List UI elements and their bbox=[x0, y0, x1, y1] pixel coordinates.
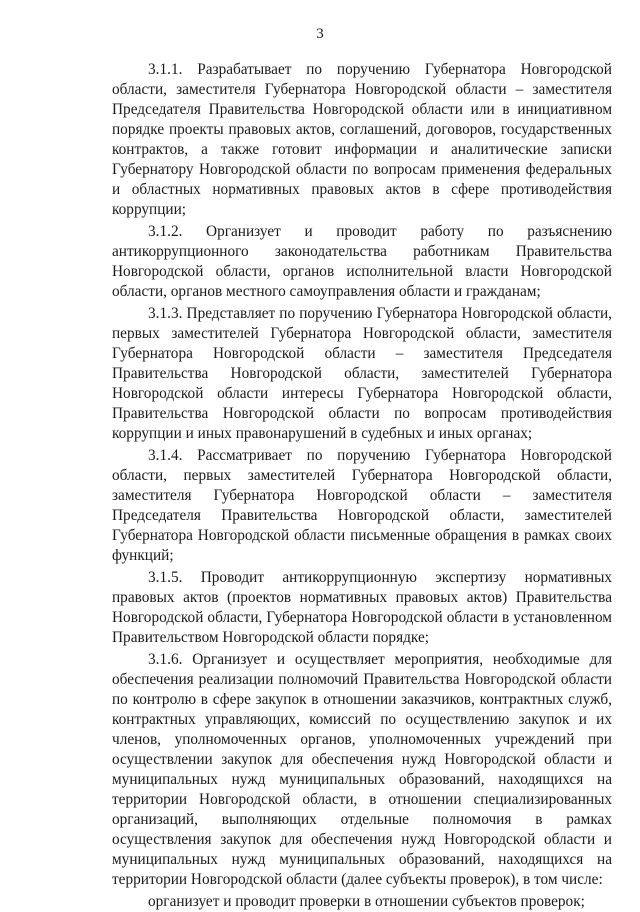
paragraph-3-1-4: 3.1.4. Рассматривает по поручению Губернатора Новгородской области, первых заместителей Губернатора Новгородской области, заместителя Губернатора Новгородской области – заместителя Председателя Правительства Новгородской области, заместителей Губернатора Новгородской области письменные обращения в рамках своих функций; bbox=[112, 447, 612, 564]
paragraph-3-1-3: 3.1.3. Представляет по поручению Губернатора Новгородской области, первых заместителей Губернатора Новгородской области, заместителя Губернатора Новгородской области – заместителя Председателя Правительства Новгородской области, заместителей Губернатора Новгородской области интересы Губернатора Новгородской области, Правительства Новгородской области по вопросам противодействия коррупции и иных правонарушений в судебных и иных органах; bbox=[112, 305, 612, 442]
sub-item-inspections: организует и проводит проверки в отношении субъектов проверок; bbox=[148, 893, 585, 910]
paragraph-3-1-2: 3.1.2. Организует и проводит работу по разъяснению антикоррупционного законодательства работникам Правительства Новгородской области, органов исполнительной власти Новгородской области, органов местного самоуправления области и гражданам; bbox=[112, 223, 612, 300]
paragraph-3-1-6: 3.1.6. Организует и осуществляет мероприятия, необходимые для обеспечения реализации полномочий Правительства Новгородской области по контролю в сфере закупок в отношении заказчиков, контрактных служб, контрактных управляющих, комиссий по осуществлению закупок и их членов, уполномоченных органов, уполномоченных учреждений при осуществлении закупок для обеспечения нужд Новгородской области и муниципальных нужд муниципальных образований, находящихся на территории Новгородской области, в отношении специализированных организаций, выполняющих отдельные полномочия в рамках осуществления закупок для обеспечения нужд Новгородской области и муниципальных нужд муниципальных образований, находящихся на территории Новгородской области (далее субъекты проверок), в том числе: bbox=[112, 651, 612, 888]
document-body bbox=[112, 60, 612, 912]
paragraph-3-1-5: 3.1.5. Проводит антикоррупционную экспертизу нормативных правовых актов (проектов нормативных правовых актов) Правительства Новгородской области, Губернатора Новгородской области в установленном Правительством Новгородской области порядке; bbox=[112, 569, 612, 646]
page-number: 3 bbox=[316, 26, 324, 42]
paragraph-3-1-1: 3.1.1. Разрабатывает по поручению Губернатора Новгородской области, заместителя Губернатора Новгородской области – заместителя Председателя Правительства Новгородской области или в инициативном порядке проекты правовых актов, соглашений, договоров, государственных контрактов, а также готовит информации и аналитические записки Губернатору Новгородской области по вопросам применения федеральных и областных нормативных правовых актов в сфере противодействия коррупции; bbox=[112, 61, 612, 218]
